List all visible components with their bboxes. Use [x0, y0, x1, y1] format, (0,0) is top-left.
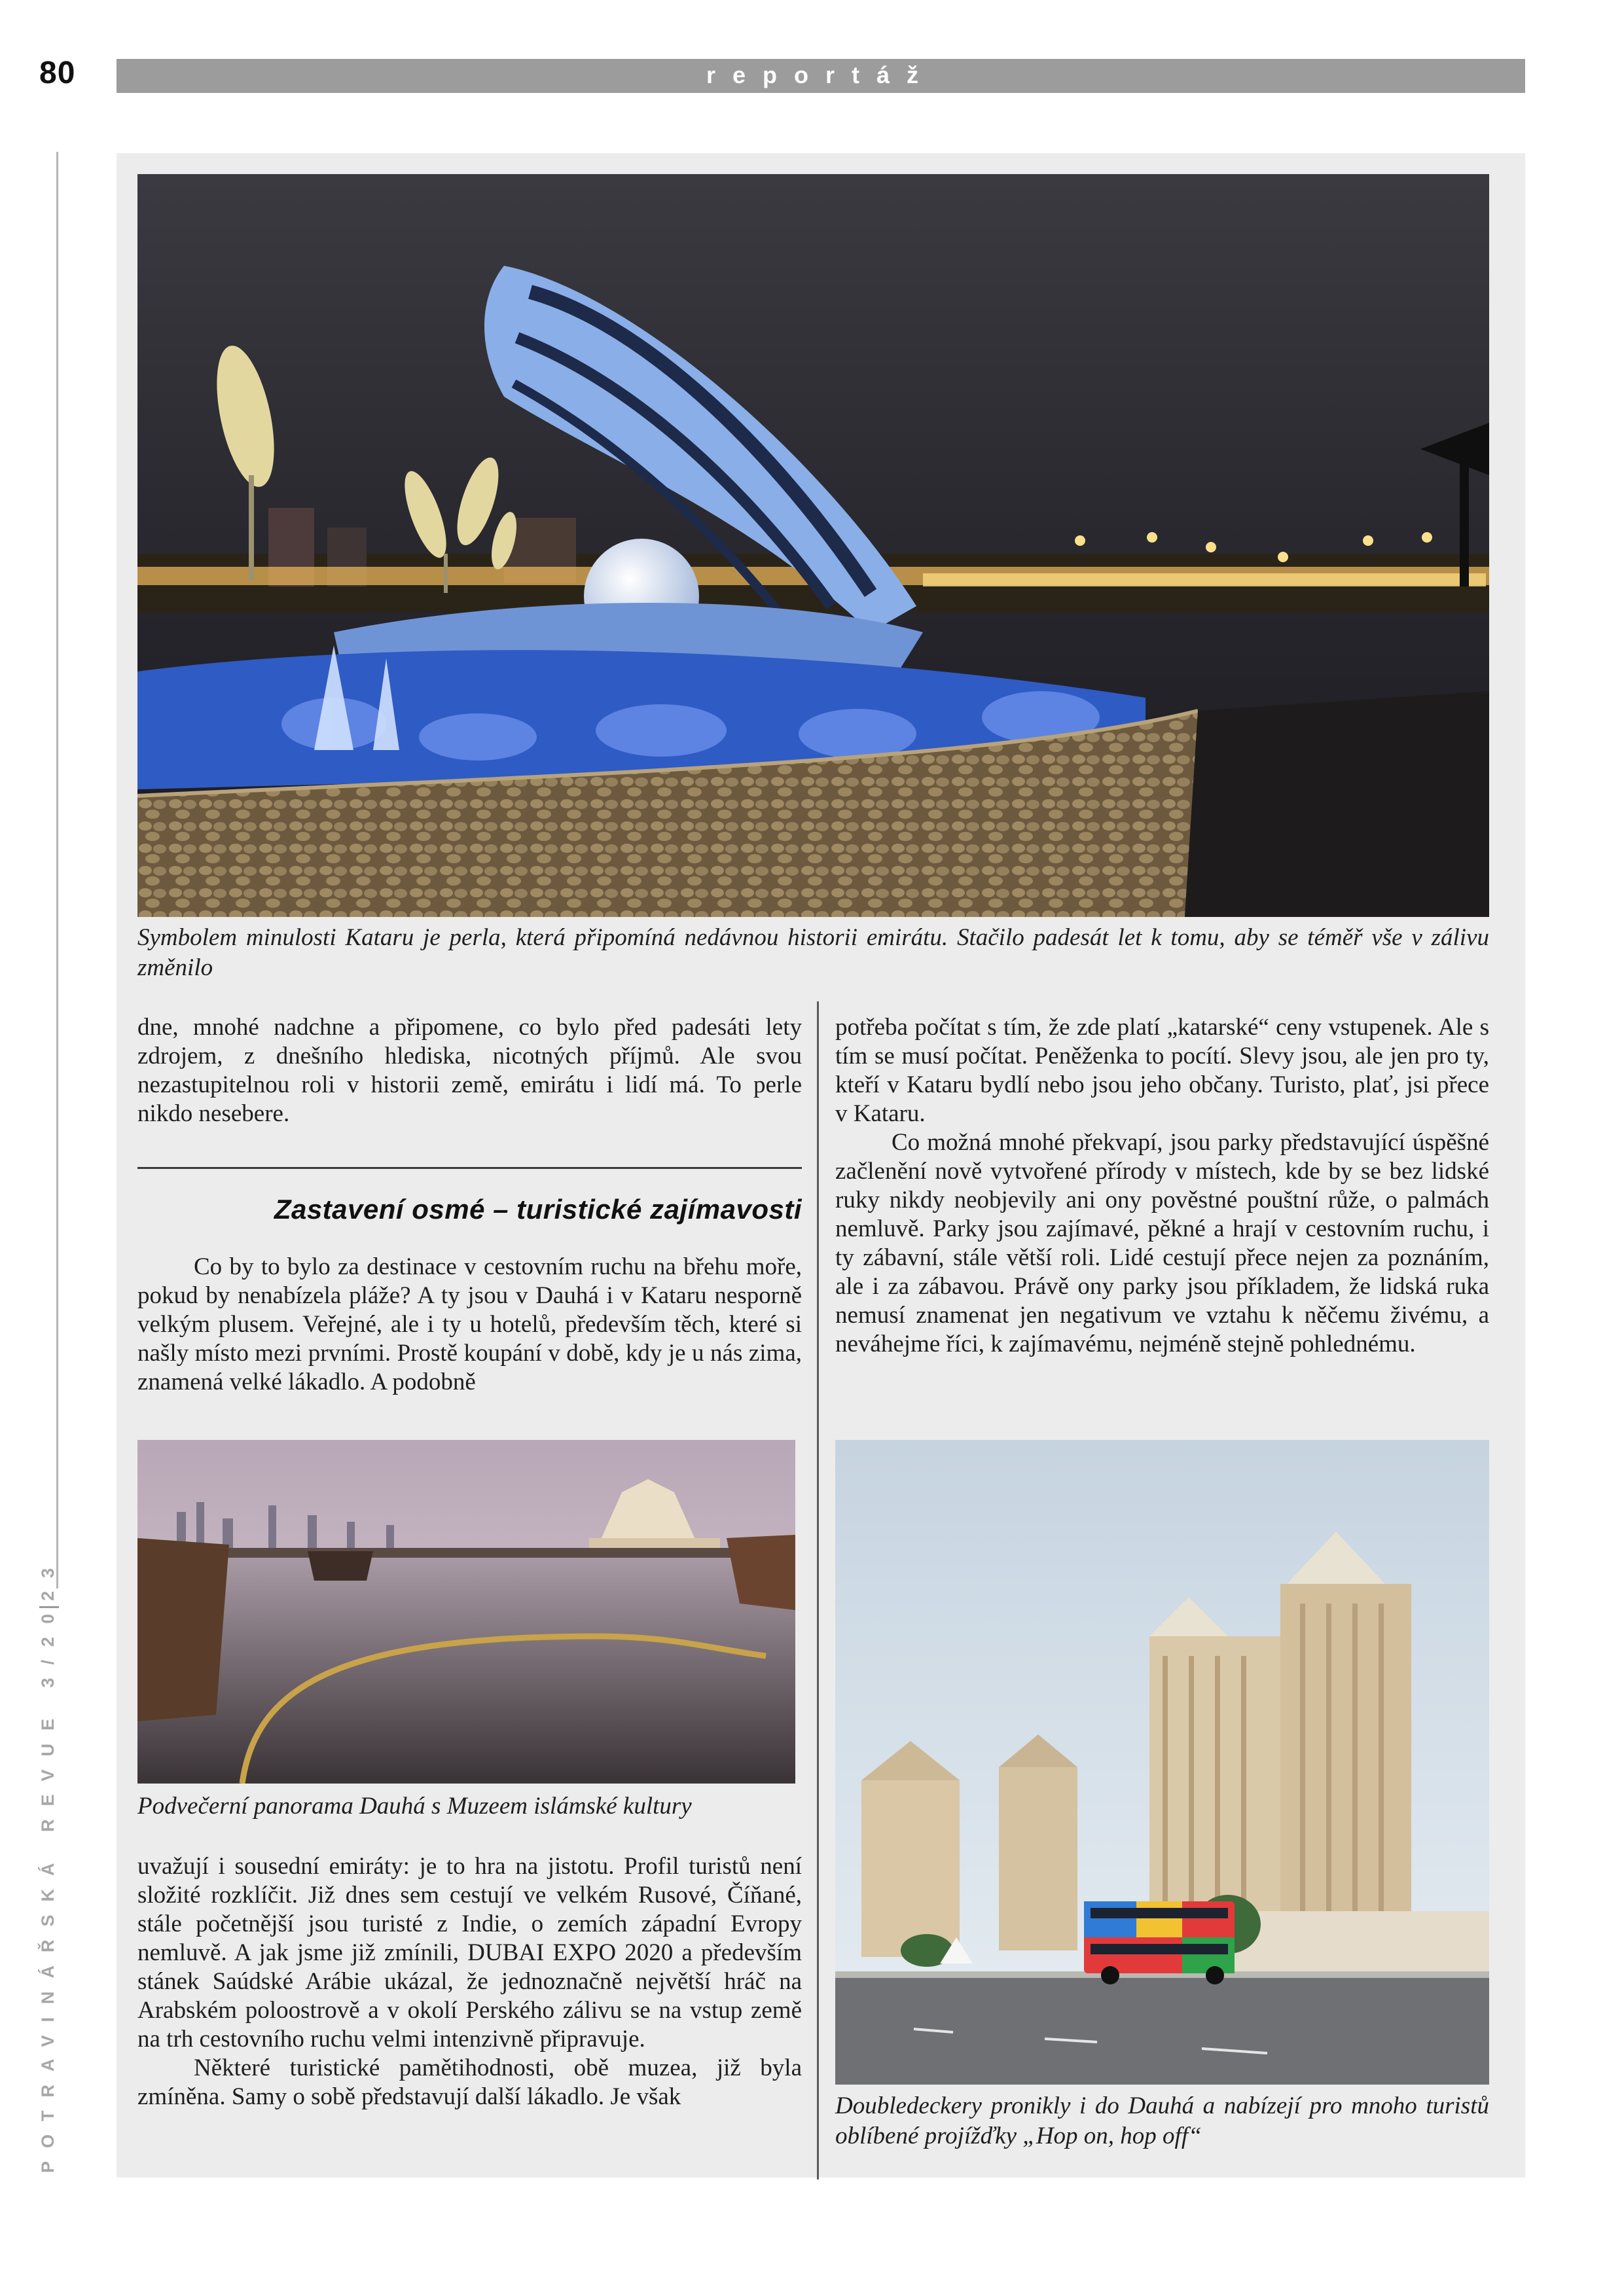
- paragraph: potřeba počítat s tím, že zde platí „katarské“ ceny vstupenek. Ale s tím se musí počítat. Peněženka to pocítí. Slevy jsou, ale jen pro ty, kteří v Kataru bydlí nebo jsou jeho občany. Turisto, plať, jsi přece v Kataru.: [835, 1014, 1489, 1127]
- paragraph: uvažují i sousední emiráty: je to hra na jistotu. Profil turistů není složité rozklíčit. Již dnes sem cestují ve velkém Rusové, Číňané, stále početnější jsou turisté z Indie, o zemích západní Evropy nemluvě. A jak jsme již zmínili, DUBAI EXPO 2020 a především stánek Saúdské Arábie ukázal, že jednoznačně největší hráč na Arabském poloostrově a v okolí Perského zálivu se na vstup země na trh cestovního ruchu velmi intenzivně připravuje.: [137, 1853, 802, 2053]
- margin-rule: [56, 152, 58, 1588]
- pearl-fountain-photo: [137, 174, 1489, 917]
- pearl-photo-caption: Symbolem minulosti Kataru je perla, která připomíná nedávnou historii emirátu. Stačilo padesát let k tomu, aby se téměř vše v zálivu změnilo: [137, 924, 1489, 981]
- section-header-bar: [117, 59, 1525, 93]
- doha-panorama-photo: [137, 1440, 795, 1784]
- page-number: 80: [39, 56, 76, 90]
- panorama-photo-caption: Podvečerní panorama Dauhá s Muzeem islámské kultury: [137, 1793, 692, 1820]
- doubledecker-bus-photo: [835, 1440, 1489, 2085]
- heading-divider: [137, 1167, 802, 1169]
- article-text-left-mid: [137, 1253, 802, 1397]
- paragraph: Co by to bylo za destinace v cestovním ruchu na břehu moře, pokud by nenabízela pláže? A ty jsou v Dauhá i v Kataru nesporně velkým plusem. Veřejné, ale i ty u hotelů, především těch, které si našly místo mezi prvními. Prostě koupání v době, kdy je u nás zima, znamená velké lákadlo. A podobně: [137, 1253, 802, 1395]
- article-text-left-bottom: [137, 1852, 802, 2111]
- paragraph: Co možná mnohé překvapí, jsou parky představující úspěšné začlenění nově vytvořené přírody v místech, kde by se bez lidské ruky nikdy neobjevily ani ony pověstné pouštní růže, o palmách nemluvě. Parky jsou zajímavé, pěkné a hrají v cestovním ruchu, i ty zábavní, stále větší roli. Lidé cestují přece nejen za poznáním, ale i za zábavou. Právě ony parky jsou příkladem, že lidská ruka nemusí znamenat jen negativum ve vztahu k něčemu živému, a neváhejme říci, k zajímavému, nejméně stejně pohlednému.: [835, 1129, 1489, 1357]
- paragraph: dne, mnohé nadchne a připomene, co bylo před padesáti lety zdrojem, z dnešního hlediska, nicotných příjmů. Ale svou nezastupitelnou roli v historii země, emirátu i lidí má. To perle nikdo nesebere.: [137, 1014, 802, 1127]
- magazine-issue-label: POTRAVINÁŘSKÁ REVUE 3/2023: [38, 1554, 58, 2173]
- section-label: reportáž: [706, 62, 936, 88]
- article-text-right-top: [835, 1013, 1489, 1359]
- article-text-left-top: [137, 1013, 802, 1128]
- column-divider: [817, 1001, 819, 2179]
- paragraph: Některé turistické pamětihodnosti, obě muzea, již byla zmíněna. Samy o sobě představují další lákadlo. Je však: [137, 2054, 802, 2110]
- subheading: Zastavení osmé – turistické zajímavosti: [274, 1194, 802, 1225]
- bus-photo-caption: Doubledeckery pronikly i do Dauhá a nabízejí pro mnoho turistů oblíbené projížďky „Hop on, hop off“: [835, 2092, 1489, 2149]
